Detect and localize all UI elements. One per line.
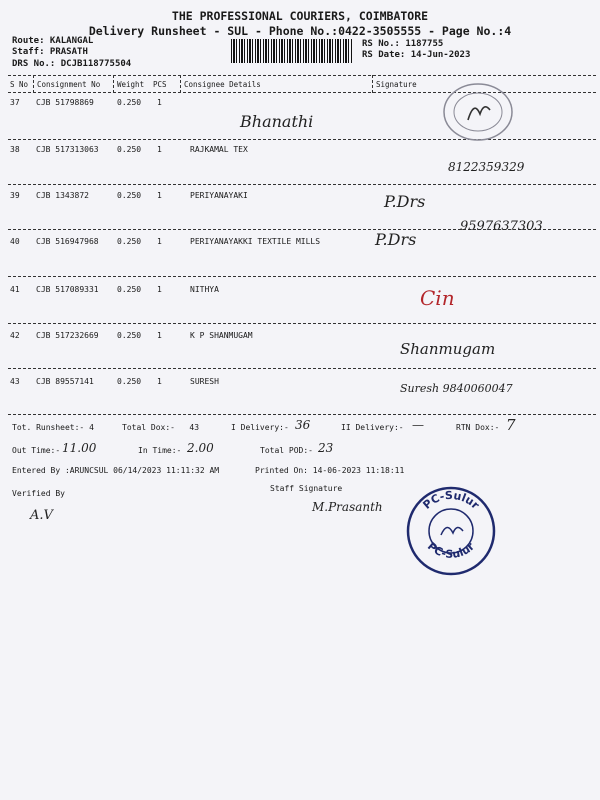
i-delivery-label: I Delivery:- [231,423,289,432]
row-weight: 0.250 [117,285,142,294]
row-sno: 41 [10,285,20,294]
col-header-consignment: Consignment No [37,80,101,89]
rs-number: RS No.: 1187755 [362,39,444,49]
row-consignment: CJB 89557141 [36,377,94,386]
entered-by: Entered By :ARUNCSUL 06/14/2023 11:11:32 AM [12,466,220,475]
row-weight: 0.250 [117,191,142,200]
row-signature: Cin [420,286,455,310]
row-weight: 0.250 [117,98,142,107]
total-pod-label: Total POD:- [260,446,313,455]
table-top-line [8,75,596,76]
row-consignment: CJB 516947968 [36,237,99,246]
row-weight: 0.250 [117,145,142,154]
col-header-pcs: PCS [153,80,167,89]
row-sno: 43 [10,377,20,386]
row-pcs: 1 [157,98,162,107]
row-signature: Suresh 9840060047 [400,382,513,395]
in-time-label: In Time:- [138,446,182,455]
row-signature-name: P.Drs [375,230,417,249]
row-weight: 0.250 [117,237,142,246]
office-stamp-icon [405,485,497,577]
tot-runsheet: Tot. Runsheet:- 4 [12,423,94,432]
row-divider [8,323,596,324]
col-divider [180,75,181,93]
ii-delivery-value: — [412,418,424,432]
row-divider [8,184,596,185]
col-divider [33,75,34,93]
row-divider [8,368,596,369]
row-weight: 0.250 [117,331,142,340]
out-time-label: Out Time:- [12,446,61,455]
row-consignee: NITHYA [190,285,219,294]
col-header-signature: Signature [376,80,417,89]
route: Route: KALANGAL [12,36,94,46]
row-sno: 40 [10,237,20,246]
company-title: THE PROFESSIONAL COURIERS, COIMBATORE [171,9,429,23]
row-signature: Bhanathi [240,112,314,131]
row-pcs: 1 [157,237,162,246]
out-time-value: 11.00 [62,441,97,455]
rtn-dox-value: 7 [506,416,516,434]
svg-text:PC-Sulur: PC-Sulur [424,539,478,562]
row-consignment: CJB 1343872 [36,191,89,200]
row-consignee: PERIYANAYAKKI TEXTILE MILLS [190,237,321,246]
row-signature-phone: 9597637303 [460,219,543,234]
col-header-sno: S No [10,80,29,89]
verified-by-label: Verified By [12,489,65,498]
row-consignee: PERIYANAYAKI [190,191,248,200]
row-sno: 39 [10,191,20,200]
table-bottom-line [8,414,596,415]
row-sno: 37 [10,98,20,107]
row-divider [8,276,596,277]
drs-number: DRS No.: DCJB118775504 [12,59,132,69]
row-pcs: 1 [157,191,162,200]
staff-signature: M.Prasanth [312,500,383,514]
row-sno: 38 [10,145,20,154]
row-consignee: RAJKAMAL TEX [190,145,248,154]
total-pod-value: 23 [318,441,334,455]
row-signature: P.Drs [384,192,426,211]
col-header-weight: Weight [117,80,145,89]
rtn-dox-label: RTN Dox:- [456,423,500,432]
col-divider [113,75,114,93]
col-header-consignee: Consignee Details [184,80,261,89]
row-pcs: 1 [157,145,162,154]
row-signature: 8122359329 [448,160,525,174]
ii-delivery-label: II Delivery:- [341,423,404,432]
row-consignment: CJB 51798869 [36,98,94,107]
i-delivery-value: 36 [295,418,311,432]
row-consignee: SURESH [190,377,219,386]
rs-date: RS Date: 14-Jun-2023 [362,50,471,60]
in-time-value: 2.00 [187,441,214,455]
runsheet-subtitle: Delivery Runsheet - SUL - Phone No.:0422-3505555 - Page No.:4 [88,24,512,38]
delivery-seal-icon [438,80,518,144]
row-sno: 42 [10,331,20,340]
row-consignment: CJB 517232669 [36,331,99,340]
staff-signature-label: Staff Signature [270,484,343,493]
row-pcs: 1 [157,377,162,386]
total-dox: Total Dox:- 43 [122,423,200,432]
row-consignment: CJB 517313063 [36,145,99,154]
col-divider [372,75,373,93]
row-pcs: 1 [157,285,162,294]
printed-on: Printed On: 14-06-2023 11:18:11 [255,466,405,475]
row-signature: Shanmugam [400,340,496,358]
staff: Staff: PRASATH [12,47,88,57]
row-consignment: CJB 517089331 [36,285,99,294]
verified-signature: A.V [30,508,53,523]
row-pcs: 1 [157,331,162,340]
barcode [231,39,353,63]
row-consignee: K P SHANMUGAM [190,331,253,340]
row-weight: 0.250 [117,377,142,386]
svg-text:PC-Sulur: PC-Sulur [420,488,482,512]
